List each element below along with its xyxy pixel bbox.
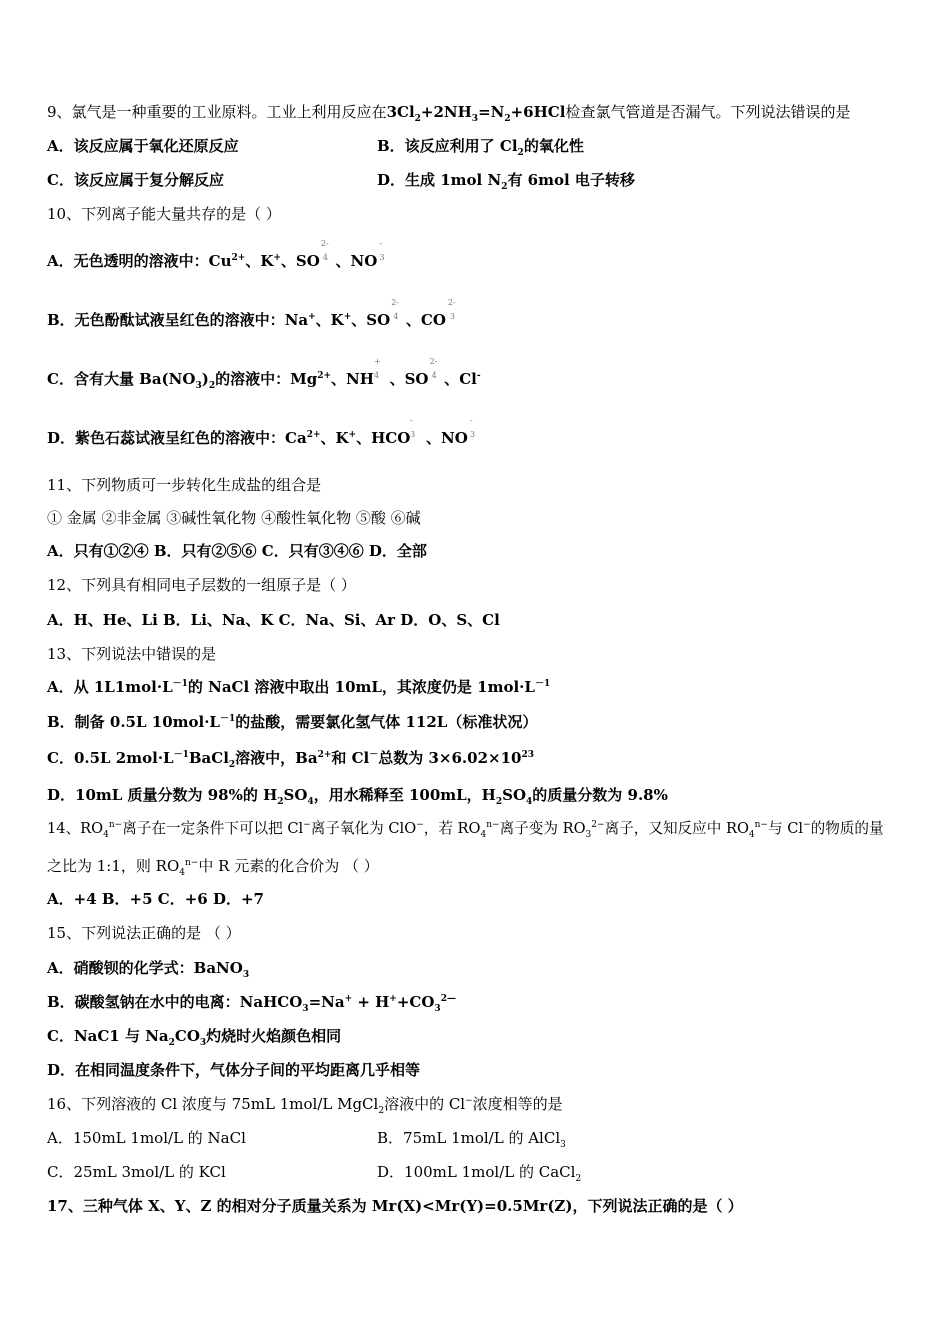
q9-option-b: B．该反应利用了 $Cl_2$的氧化性 <box>377 137 584 158</box>
q17-stem: 17、三种气体 X、Y、Z 的相对分子质量关系为 Mr(X)<Mr(Y)=0.5Mr(Z)，下列说法正确的是（ ） <box>47 1197 743 1215</box>
q14-options: A．+4 B．+5 C．+6 D．+7 <box>47 890 264 908</box>
q13-option-d: D．10mL 质量分数为 98%的 $H_2SO_4$，用水稀释至 100mL，$H_2SO_4$的质量分数为 9.8% <box>47 786 668 807</box>
q10-option-a: A．无色透明的溶液中：$Cu^{2+}$、K+、SO 2- 4 、NO - 3 <box>47 239 385 270</box>
q16-option-c: C．25mL 3mol/L 的 KCl <box>47 1163 226 1181</box>
q16-stem: 16、下列溶液的 Cl 浓度与 75mL 1mol/L MgCl$_2$溶液中的 Cl−浓度相等的是 <box>47 1095 563 1116</box>
q15-option-b: B．碳酸氢钠在水中的电离：NaHCO$_3$=Na+ + $H^++CO_3^{2—}$ <box>47 993 456 1014</box>
q16-option-b: B．75mL 1mol/L 的 AlCl$_3$ <box>377 1129 566 1150</box>
q10-stem: 10、下列离子能大量共存的是（ ） <box>47 205 281 223</box>
q9-option-d: D．生成 1mol $N_2$有 6mol 电子转移 <box>377 171 635 192</box>
q15-option-a: A．硝酸钡的化学式：BaNO$_3$ <box>47 959 250 980</box>
q14-stem-line2: 之比为 1:1，则 $RO_4^{n-}$中 R 元素的化合价为 （ ） <box>47 857 379 878</box>
q13-option-a: A．从 $1L1mol\cdot L^{-1}$的 NaCl 溶液中取出 10mL，其浓度仍是 $1mol\cdot L^{-1}$ <box>47 678 551 696</box>
q11-stem: 11、下列物质可一步转化生成盐的组合是 <box>47 476 322 494</box>
q9-stem: 9、氯气是一种重要的工业原料。工业上利用反应在$3Cl_2+2NH_3=N_2+6HCl$检查氯气管道是否漏气。下列说法错误的是 <box>47 103 851 124</box>
q12-stem: 12、下列具有相同电子层数的一组原子是（ ） <box>47 576 356 594</box>
q14-stem-line1: 14、$RO_4^{n-}$离子在一定条件下可以把 Cl−离子氧化为 ClO−，若 $RO_4^{n-}$离子变为 $RO_3^{2-}$离子，又知反应中 $RO_4^{n-}$与 Cl−的物质的量 <box>47 820 884 840</box>
q11-options: A．只有①②④ B．只有②⑤⑥ C．只有③④⑥ D．全部 <box>47 542 427 560</box>
q10-option-d: D．紫色石蕊试液呈红色的溶液中：$Ca^{2+}$、K+、HCO - 3 、NO - 3 <box>47 416 476 447</box>
q11-list: ① 金属 ②非金属 ③碱性氧化物 ④酸性氧化物 ⑤酸 ⑥碱 <box>47 509 421 527</box>
q9-option-c: C．该反应属于复分解反应 <box>47 171 224 189</box>
q10-option-b: B．无色酚酞试液呈红色的溶液中：Na+、K+、SO 2- 4 、CO 2- 3 <box>47 298 456 329</box>
q12-options: A．H、He、Li B．Li、Na、K C．Na、Si、Ar D．O、S、Cl <box>47 611 500 629</box>
q13-option-b: B．制备 0.5L $10mol\cdot L^{-1}$的盐酸，需要氯化氢气体 112L（标准状况） <box>47 713 538 731</box>
q15-option-d: D．在相同温度条件下，气体分子间的平均距离几乎相等 <box>47 1061 421 1079</box>
q13-stem: 13、下列说法中错误的是 <box>47 645 217 663</box>
q10-option-c: C．含有大量 $Ba(NO_3)_2$的溶液中：$Mg^{2+}$、NH + 4 、SO 2- 4 、Cl- <box>47 357 481 391</box>
q9-option-a: A．该反应属于氧化还原反应 <box>47 137 239 155</box>
q16-option-a: A．150mL 1mol/L 的 NaCl <box>47 1129 246 1147</box>
q15-stem: 15、下列说法正确的是 （ ） <box>47 924 241 942</box>
q15-option-c: C．NaC1 与 $Na_2CO_3$灼烧时火焰颜色相同 <box>47 1027 342 1048</box>
q16-option-d: D．100mL 1mol/L 的 CaCl$_2$ <box>377 1163 582 1184</box>
q13-option-c: C．0.5L $2mol\cdot L^{-1}BaCl_2$溶液中，$Ba^{2+}$和 Cl－总数为 $3\times 6.02\times 10^{23}$ <box>47 749 535 770</box>
